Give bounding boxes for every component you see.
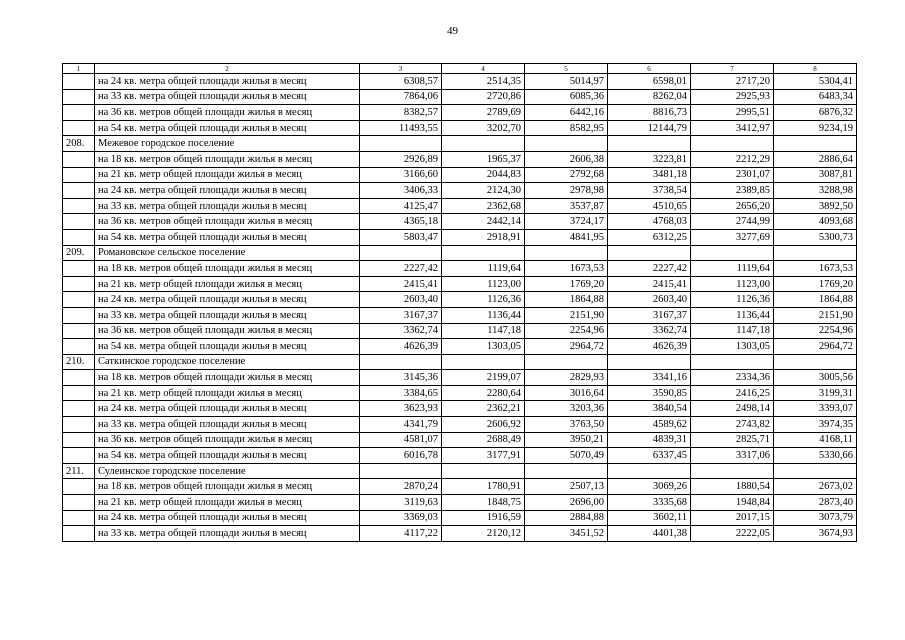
value-cell bbox=[360, 136, 442, 152]
value-cell: 2199,07 bbox=[442, 370, 525, 386]
value-cell: 3763,50 bbox=[525, 417, 608, 433]
value-cell bbox=[442, 463, 525, 479]
value-cell: 4341,79 bbox=[360, 417, 442, 433]
column-number-cell: 3 bbox=[360, 64, 442, 74]
value-cell: 3393,07 bbox=[774, 401, 857, 417]
row-index bbox=[63, 307, 95, 323]
value-cell: 2829,93 bbox=[525, 370, 608, 386]
value-cell: 1673,53 bbox=[774, 261, 857, 277]
value-cell: 3119,63 bbox=[360, 495, 442, 511]
value-cell: 2720,86 bbox=[442, 89, 525, 105]
column-number-cell: 5 bbox=[525, 64, 608, 74]
value-cell: 3145,36 bbox=[360, 370, 442, 386]
value-cell: 9234,19 bbox=[774, 120, 857, 136]
value-cell: 2886,64 bbox=[774, 151, 857, 167]
value-cell: 2301,07 bbox=[691, 167, 774, 183]
value-cell: 4365,18 bbox=[360, 214, 442, 230]
row-index bbox=[63, 214, 95, 230]
value-cell: 2743,82 bbox=[691, 417, 774, 433]
value-cell: 2415,41 bbox=[608, 276, 691, 292]
row-label: на 33 кв. метра общей площади жилья в месяц bbox=[95, 89, 360, 105]
value-cell: 5304,41 bbox=[774, 74, 857, 90]
value-cell: 1147,18 bbox=[691, 323, 774, 339]
table-row bbox=[63, 323, 857, 339]
value-cell bbox=[608, 245, 691, 261]
value-cell: 3406,33 bbox=[360, 183, 442, 199]
value-cell: 3167,37 bbox=[608, 307, 691, 323]
value-cell: 2918,91 bbox=[442, 229, 525, 245]
settlement-name: Романовское сельское поселение bbox=[95, 245, 360, 261]
row-index bbox=[63, 510, 95, 526]
value-cell: 2222,05 bbox=[691, 526, 774, 542]
value-cell: 3223,81 bbox=[608, 151, 691, 167]
column-number-cell: 7 bbox=[691, 64, 774, 74]
value-cell: 3602,11 bbox=[608, 510, 691, 526]
value-cell: 2334,36 bbox=[691, 370, 774, 386]
value-cell: 3623,93 bbox=[360, 401, 442, 417]
table-row bbox=[63, 292, 857, 308]
value-cell bbox=[608, 463, 691, 479]
value-cell: 3016,64 bbox=[525, 385, 608, 401]
settlement-name: Сулеинское городское поселение bbox=[95, 463, 360, 479]
value-cell: 2415,41 bbox=[360, 276, 442, 292]
value-cell: 4626,39 bbox=[608, 339, 691, 355]
table-row bbox=[63, 261, 857, 277]
value-cell: 1119,64 bbox=[442, 261, 525, 277]
row-label: на 54 кв. метра общей площади жилья в месяц bbox=[95, 120, 360, 136]
value-cell: 3384,65 bbox=[360, 385, 442, 401]
table-row bbox=[63, 120, 857, 136]
value-cell: 3167,37 bbox=[360, 307, 442, 323]
row-index bbox=[63, 417, 95, 433]
value-cell bbox=[691, 136, 774, 152]
row-index bbox=[63, 261, 95, 277]
value-cell: 2442,14 bbox=[442, 214, 525, 230]
row-label: на 54 кв. метра общей площади жилья в месяц bbox=[95, 339, 360, 355]
value-cell: 6337,45 bbox=[608, 448, 691, 464]
row-label: на 24 кв. метра общей площади жилья в месяц bbox=[95, 292, 360, 308]
row-index bbox=[63, 432, 95, 448]
value-cell: 3199,31 bbox=[774, 385, 857, 401]
value-cell: 4510,65 bbox=[608, 198, 691, 214]
row-label: на 36 кв. метров общей площади жилья в месяц bbox=[95, 323, 360, 339]
value-cell bbox=[691, 463, 774, 479]
row-index: 211. bbox=[63, 463, 95, 479]
value-cell: 4841,95 bbox=[525, 229, 608, 245]
value-cell: 2254,96 bbox=[774, 323, 857, 339]
value-cell: 4125,47 bbox=[360, 198, 442, 214]
row-label: на 33 кв. метра общей площади жилья в месяц bbox=[95, 307, 360, 323]
value-cell: 1848,75 bbox=[442, 495, 525, 511]
row-index bbox=[63, 167, 95, 183]
value-cell: 1864,88 bbox=[525, 292, 608, 308]
row-label: на 18 кв. метров общей площади жилья в месяц bbox=[95, 479, 360, 495]
value-cell bbox=[442, 245, 525, 261]
value-cell: 2227,42 bbox=[608, 261, 691, 277]
table-row bbox=[63, 479, 857, 495]
row-label: на 18 кв. метров общей площади жилья в месяц bbox=[95, 261, 360, 277]
value-cell: 2964,72 bbox=[525, 339, 608, 355]
value-cell: 1769,20 bbox=[774, 276, 857, 292]
value-cell: 3950,21 bbox=[525, 432, 608, 448]
value-cell: 2925,93 bbox=[691, 89, 774, 105]
value-cell: 1303,05 bbox=[691, 339, 774, 355]
value-cell: 6312,25 bbox=[608, 229, 691, 245]
row-label: на 21 кв. метр общей площади жилья в месяц bbox=[95, 167, 360, 183]
value-cell: 1916,59 bbox=[442, 510, 525, 526]
value-cell: 3974,35 bbox=[774, 417, 857, 433]
column-number-cell: 8 bbox=[774, 64, 857, 74]
row-index bbox=[63, 339, 95, 355]
value-cell: 2151,90 bbox=[774, 307, 857, 323]
row-index: 208. bbox=[63, 136, 95, 152]
value-cell: 1673,53 bbox=[525, 261, 608, 277]
row-index bbox=[63, 229, 95, 245]
value-cell: 2389,85 bbox=[691, 183, 774, 199]
table-row bbox=[63, 448, 857, 464]
row-index bbox=[63, 323, 95, 339]
settlement-row bbox=[63, 245, 857, 261]
value-cell bbox=[525, 136, 608, 152]
row-index bbox=[63, 479, 95, 495]
table-row bbox=[63, 167, 857, 183]
settlement-row bbox=[63, 463, 857, 479]
row-label: на 36 кв. метров общей площади жилья в месяц bbox=[95, 214, 360, 230]
value-cell bbox=[442, 354, 525, 370]
value-cell: 3288,98 bbox=[774, 183, 857, 199]
table-row bbox=[63, 214, 857, 230]
table-row bbox=[63, 183, 857, 199]
value-cell: 2514,35 bbox=[442, 74, 525, 90]
value-cell: 8816,73 bbox=[608, 105, 691, 121]
value-cell: 6308,57 bbox=[360, 74, 442, 90]
row-label: на 54 кв. метра общей площади жилья в месяц bbox=[95, 448, 360, 464]
value-cell: 2151,90 bbox=[525, 307, 608, 323]
value-cell bbox=[360, 245, 442, 261]
table-row bbox=[63, 198, 857, 214]
value-cell: 2873,40 bbox=[774, 495, 857, 511]
value-cell: 2696,00 bbox=[525, 495, 608, 511]
value-cell: 3451,52 bbox=[525, 526, 608, 542]
value-cell: 1303,05 bbox=[442, 339, 525, 355]
value-cell: 1123,00 bbox=[691, 276, 774, 292]
value-cell: 3590,85 bbox=[608, 385, 691, 401]
value-cell: 3738,54 bbox=[608, 183, 691, 199]
page-number: 49 bbox=[447, 25, 458, 37]
row-index bbox=[63, 183, 95, 199]
value-cell bbox=[774, 354, 857, 370]
value-cell: 6085,36 bbox=[525, 89, 608, 105]
column-number-cell: 2 bbox=[95, 64, 360, 74]
value-cell: 1123,00 bbox=[442, 276, 525, 292]
value-cell: 4401,38 bbox=[608, 526, 691, 542]
column-number-cell: 6 bbox=[608, 64, 691, 74]
value-cell: 4093,68 bbox=[774, 214, 857, 230]
value-cell: 2254,96 bbox=[525, 323, 608, 339]
row-index bbox=[63, 276, 95, 292]
value-cell: 2870,24 bbox=[360, 479, 442, 495]
settlement-row bbox=[63, 136, 857, 152]
value-cell: 2280,64 bbox=[442, 385, 525, 401]
value-cell: 3892,50 bbox=[774, 198, 857, 214]
value-cell bbox=[691, 245, 774, 261]
value-cell: 2498,14 bbox=[691, 401, 774, 417]
value-cell: 2227,42 bbox=[360, 261, 442, 277]
table-row bbox=[63, 495, 857, 511]
value-cell: 3481,18 bbox=[608, 167, 691, 183]
row-index bbox=[63, 105, 95, 121]
value-cell: 5014,97 bbox=[525, 74, 608, 90]
value-cell: 3412,97 bbox=[691, 120, 774, 136]
table-row bbox=[63, 339, 857, 355]
value-cell: 1948,84 bbox=[691, 495, 774, 511]
value-cell: 3277,69 bbox=[691, 229, 774, 245]
tariff-table bbox=[62, 63, 857, 542]
value-cell: 5803,47 bbox=[360, 229, 442, 245]
value-cell: 4839,31 bbox=[608, 432, 691, 448]
value-cell: 2603,40 bbox=[608, 292, 691, 308]
settlement-name: Саткинское городское поселение bbox=[95, 354, 360, 370]
row-index bbox=[63, 385, 95, 401]
value-cell: 3317,06 bbox=[691, 448, 774, 464]
table-row bbox=[63, 229, 857, 245]
value-cell: 3335,68 bbox=[608, 495, 691, 511]
value-cell: 1769,20 bbox=[525, 276, 608, 292]
row-label: на 24 кв. метра общей площади жилья в месяц bbox=[95, 74, 360, 90]
value-cell: 1136,44 bbox=[691, 307, 774, 323]
value-cell: 3537,87 bbox=[525, 198, 608, 214]
value-cell: 7864,06 bbox=[360, 89, 442, 105]
value-cell: 4168,11 bbox=[774, 432, 857, 448]
row-index bbox=[63, 74, 95, 90]
value-cell: 2017,15 bbox=[691, 510, 774, 526]
value-cell: 8262,04 bbox=[608, 89, 691, 105]
value-cell: 2120,12 bbox=[442, 526, 525, 542]
value-cell: 3177,91 bbox=[442, 448, 525, 464]
row-label: на 54 кв. метра общей площади жилья в месяц bbox=[95, 229, 360, 245]
value-cell: 1780,91 bbox=[442, 479, 525, 495]
value-cell: 3166,60 bbox=[360, 167, 442, 183]
value-cell: 2978,98 bbox=[525, 183, 608, 199]
value-cell: 4117,22 bbox=[360, 526, 442, 542]
row-label: на 21 кв. метр общей площади жилья в месяц bbox=[95, 495, 360, 511]
value-cell: 1126,36 bbox=[442, 292, 525, 308]
row-label: на 21 кв. метр общей площади жилья в месяц bbox=[95, 385, 360, 401]
row-label: на 33 кв. метра общей площади жилья в месяц bbox=[95, 417, 360, 433]
column-number-cell: 4 bbox=[442, 64, 525, 74]
row-label: на 24 кв. метра общей площади жилья в месяц bbox=[95, 183, 360, 199]
value-cell bbox=[774, 136, 857, 152]
table-row bbox=[63, 276, 857, 292]
value-cell: 6598,01 bbox=[608, 74, 691, 90]
table-row bbox=[63, 401, 857, 417]
table-row bbox=[63, 526, 857, 542]
column-number-cell: 1 bbox=[63, 64, 95, 74]
table-row bbox=[63, 510, 857, 526]
value-cell: 2603,40 bbox=[360, 292, 442, 308]
row-index: 209. bbox=[63, 245, 95, 261]
value-cell bbox=[525, 463, 608, 479]
value-cell: 3362,74 bbox=[608, 323, 691, 339]
value-cell bbox=[774, 245, 857, 261]
value-cell: 6876,32 bbox=[774, 105, 857, 121]
value-cell: 3005,56 bbox=[774, 370, 857, 386]
value-cell: 2825,71 bbox=[691, 432, 774, 448]
value-cell: 8582,95 bbox=[525, 120, 608, 136]
value-cell: 5300,73 bbox=[774, 229, 857, 245]
row-label: на 18 кв. метров общей площади жилья в месяц bbox=[95, 151, 360, 167]
table-row bbox=[63, 307, 857, 323]
value-cell: 2212,29 bbox=[691, 151, 774, 167]
value-cell: 5070,49 bbox=[525, 448, 608, 464]
value-cell: 2884,88 bbox=[525, 510, 608, 526]
value-cell: 3840,54 bbox=[608, 401, 691, 417]
row-label: на 33 кв. метра общей площади жилья в месяц bbox=[95, 198, 360, 214]
value-cell: 2606,38 bbox=[525, 151, 608, 167]
value-cell: 6483,34 bbox=[774, 89, 857, 105]
row-index bbox=[63, 198, 95, 214]
row-index bbox=[63, 401, 95, 417]
table-body bbox=[63, 64, 857, 542]
value-cell: 1965,37 bbox=[442, 151, 525, 167]
table-row bbox=[63, 370, 857, 386]
value-cell: 1864,88 bbox=[774, 292, 857, 308]
settlement-row bbox=[63, 354, 857, 370]
value-cell bbox=[608, 354, 691, 370]
table-row bbox=[63, 89, 857, 105]
value-cell: 2606,92 bbox=[442, 417, 525, 433]
value-cell: 6016,78 bbox=[360, 448, 442, 464]
value-cell: 2507,13 bbox=[525, 479, 608, 495]
value-cell: 5330,66 bbox=[774, 448, 857, 464]
table-row bbox=[63, 432, 857, 448]
row-label: на 36 кв. метров общей площади жилья в месяц bbox=[95, 432, 360, 448]
value-cell: 12144,79 bbox=[608, 120, 691, 136]
value-cell: 8382,57 bbox=[360, 105, 442, 121]
value-cell bbox=[442, 136, 525, 152]
row-label: на 24 кв. метра общей площади жилья в месяц bbox=[95, 510, 360, 526]
row-label: на 33 кв. метра общей площади жилья в месяц bbox=[95, 526, 360, 542]
value-cell: 4581,07 bbox=[360, 432, 442, 448]
value-cell: 4589,62 bbox=[608, 417, 691, 433]
value-cell: 3203,36 bbox=[525, 401, 608, 417]
value-cell: 2124,30 bbox=[442, 183, 525, 199]
table-row bbox=[63, 417, 857, 433]
value-cell: 1880,54 bbox=[691, 479, 774, 495]
row-label: на 21 кв. метр общей площади жилья в месяц bbox=[95, 276, 360, 292]
row-label: на 18 кв. метров общей площади жилья в месяц bbox=[95, 370, 360, 386]
value-cell: 3087,81 bbox=[774, 167, 857, 183]
value-cell bbox=[691, 354, 774, 370]
value-cell: 2688,49 bbox=[442, 432, 525, 448]
value-cell: 2964,72 bbox=[774, 339, 857, 355]
value-cell: 2717,20 bbox=[691, 74, 774, 90]
value-cell bbox=[525, 245, 608, 261]
value-cell bbox=[608, 136, 691, 152]
row-index bbox=[63, 526, 95, 542]
value-cell bbox=[774, 463, 857, 479]
value-cell: 1136,44 bbox=[442, 307, 525, 323]
value-cell bbox=[360, 354, 442, 370]
value-cell: 3369,03 bbox=[360, 510, 442, 526]
row-label: на 24 кв. метра общей площади жилья в месяц bbox=[95, 401, 360, 417]
row-index bbox=[63, 89, 95, 105]
value-cell: 4768,03 bbox=[608, 214, 691, 230]
row-index: 210. bbox=[63, 354, 95, 370]
value-cell: 3341,16 bbox=[608, 370, 691, 386]
value-cell: 4626,39 bbox=[360, 339, 442, 355]
value-cell: 2789,69 bbox=[442, 105, 525, 121]
value-cell: 2744,99 bbox=[691, 214, 774, 230]
value-cell: 2044,83 bbox=[442, 167, 525, 183]
value-cell: 3362,74 bbox=[360, 323, 442, 339]
value-cell: 3073,79 bbox=[774, 510, 857, 526]
value-cell: 2926,89 bbox=[360, 151, 442, 167]
value-cell: 3202,70 bbox=[442, 120, 525, 136]
table-row bbox=[63, 74, 857, 90]
column-number-row bbox=[63, 64, 857, 74]
value-cell: 2416,25 bbox=[691, 385, 774, 401]
value-cell: 11493,55 bbox=[360, 120, 442, 136]
table-row bbox=[63, 105, 857, 121]
value-cell: 2362,21 bbox=[442, 401, 525, 417]
value-cell: 6442,16 bbox=[525, 105, 608, 121]
table-row bbox=[63, 151, 857, 167]
value-cell: 2792,68 bbox=[525, 167, 608, 183]
row-index bbox=[63, 448, 95, 464]
value-cell: 2362,68 bbox=[442, 198, 525, 214]
value-cell: 3069,26 bbox=[608, 479, 691, 495]
value-cell bbox=[360, 463, 442, 479]
row-index bbox=[63, 151, 95, 167]
value-cell: 1147,18 bbox=[442, 323, 525, 339]
value-cell: 3674,93 bbox=[774, 526, 857, 542]
value-cell: 2656,20 bbox=[691, 198, 774, 214]
row-label: на 36 кв. метров общей площади жилья в месяц bbox=[95, 105, 360, 121]
value-cell: 2995,51 bbox=[691, 105, 774, 121]
row-index bbox=[63, 370, 95, 386]
table-row bbox=[63, 385, 857, 401]
value-cell bbox=[525, 354, 608, 370]
settlement-name: Межевое городское поселение bbox=[95, 136, 360, 152]
value-cell: 3724,17 bbox=[525, 214, 608, 230]
value-cell: 1126,36 bbox=[691, 292, 774, 308]
row-index bbox=[63, 292, 95, 308]
row-index bbox=[63, 120, 95, 136]
value-cell: 1119,64 bbox=[691, 261, 774, 277]
value-cell: 2673,02 bbox=[774, 479, 857, 495]
row-index bbox=[63, 495, 95, 511]
